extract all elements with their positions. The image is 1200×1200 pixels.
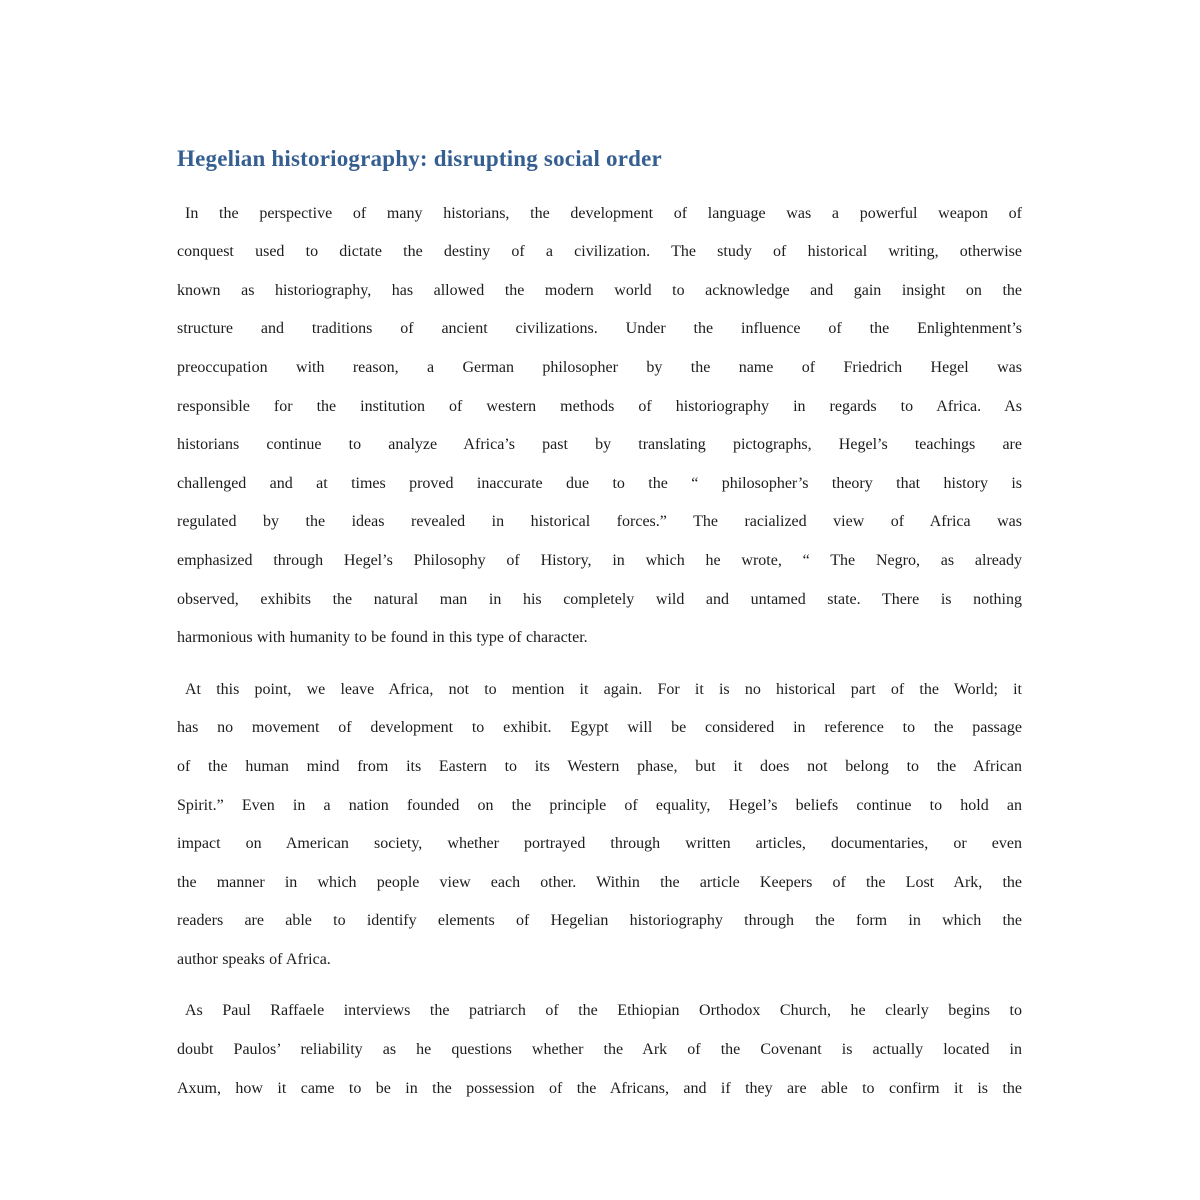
text-line: regulated by the ideas revealed in historical forces.” The racialized view of Africa was — [177, 513, 1022, 531]
text-line: challenged and at times proved inaccurate due to the “ philosopher’s theory that history is — [177, 474, 1022, 492]
text-line: emphasized through Hegel’s Philosophy of History, in which he wrote, “ The Negro, as already — [177, 551, 1022, 569]
text-line: the manner in which people view each other. Within the article Keepers of the Lost Ark, the — [177, 873, 1022, 891]
paragraph — [177, 992, 1022, 1108]
text-line: In the perspective of many historians, the development of language was a powerful weapon of — [185, 204, 1022, 222]
text-line: impact on American society, whether portrayed through written articles, documentaries, or even — [177, 835, 1022, 853]
text-line: Spirit.” Even in a nation founded on the principle of equality, Hegel’s beliefs continue to hold an — [177, 796, 1022, 814]
text-line: responsible for the institution of western methods of historiography in regards to Africa. As — [177, 397, 1022, 415]
document-title: Hegelian historiography: disrupting social order — [177, 146, 662, 171]
paragraph — [177, 195, 1022, 658]
text-line: Axum, how it came to be in the possession of the Africans, and if they are able to confirm it is the — [177, 1079, 1022, 1097]
document-body — [177, 195, 1022, 1109]
text-line: preoccupation with reason, a German philosopher by the name of Friedrich Hegel was — [177, 358, 1022, 376]
paragraph — [177, 671, 1022, 980]
text-line: observed, exhibits the natural man in his completely wild and untamed state. There is nothing — [177, 590, 1022, 608]
text-line: readers are able to identify elements of Hegelian historiography through the form in which the — [177, 912, 1022, 930]
text-line: At this point, we leave Africa, not to mention it again. For it is no historical part of the World; it — [185, 680, 1022, 698]
text-line: known as historiography, has allowed the modern world to acknowledge and gain insight on the — [177, 281, 1022, 299]
text-line: As Paul Raffaele interviews the patriarch of the Ethiopian Orthodox Church, he clearly begins to — [185, 1002, 1022, 1020]
text-line: conquest used to dictate the destiny of a civilization. The study of historical writing, otherwise — [177, 243, 1022, 261]
text-line: structure and traditions of ancient civilizations. Under the influence of the Enlightenment’s — [177, 320, 1022, 338]
text-line: harmonious with humanity to be found in this type of character. — [177, 629, 588, 647]
text-line: historians continue to analyze Africa’s past by translating pictographs, Hegel’s teachings are — [177, 436, 1022, 454]
text-line: doubt Paulos’ reliability as he questions whether the Ark of the Covenant is actually located in — [177, 1041, 1022, 1059]
text-line: has no movement of development to exhibit. Egypt will be considered in reference to the passage — [177, 719, 1022, 737]
text-line: author speaks of Africa. — [177, 950, 331, 968]
text-line: of the human mind from its Eastern to its Western phase, but it does not belong to the African — [177, 757, 1022, 775]
